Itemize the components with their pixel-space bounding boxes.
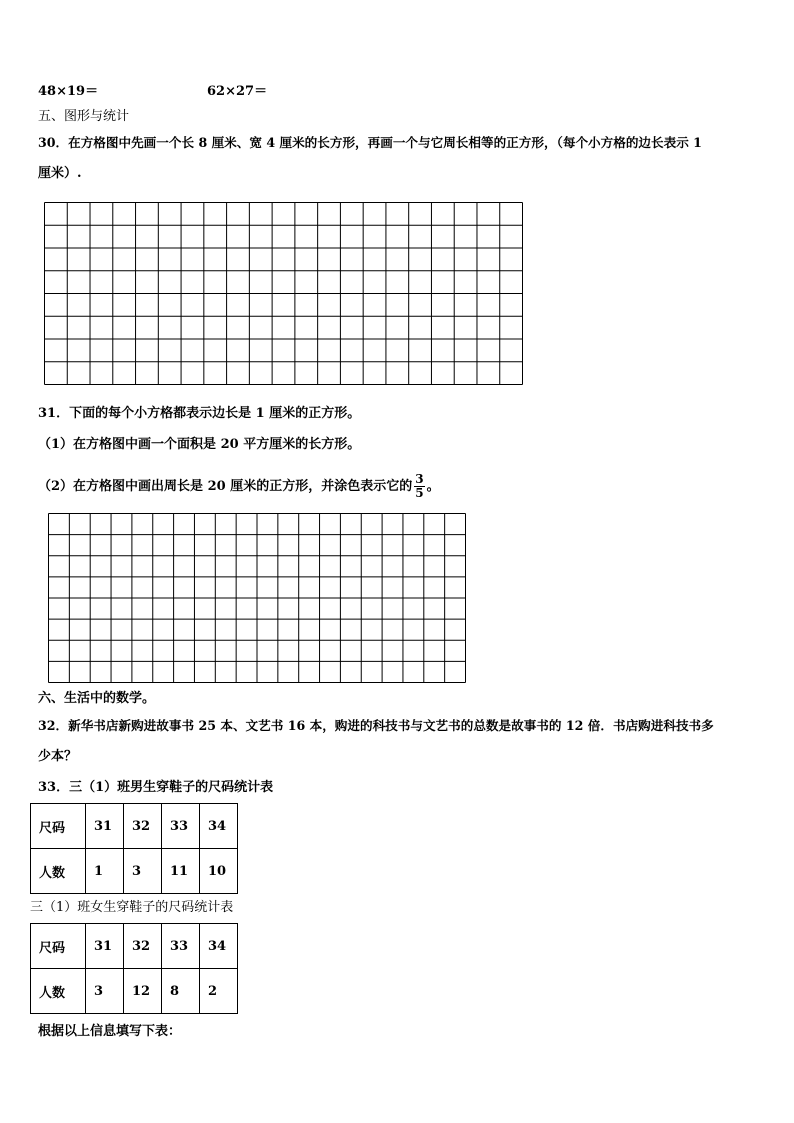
q32-text-line2: 少本？ [38, 749, 78, 764]
table-cell: 2 [200, 969, 238, 1014]
q33-girls-table-title: 三（1）班女生穿鞋子的尺码统计表 [30, 900, 234, 915]
girls-shoe-size-table [30, 923, 238, 1014]
fraction-three-fifths [414, 473, 424, 500]
table-cell: 3 [124, 849, 162, 894]
table-row [31, 924, 238, 969]
table-row [31, 969, 238, 1014]
table-cell: 尺码 [31, 924, 86, 969]
q31-square-grid[interactable] [48, 513, 466, 683]
section-5-title: 五、图形与统计 [38, 109, 130, 124]
table-cell: 10 [200, 849, 238, 894]
q30-text-line1: 30．在方格图中先画一个长 8 厘米、宽 4 厘米的长方形，再画一个与它周长相等的正方形，（每个小方格的边长表示 1 [38, 135, 702, 150]
calc-expression-1: 48×19＝ [38, 84, 99, 99]
table-cell: 3 [86, 969, 124, 1014]
table-cell: 34 [200, 804, 238, 849]
table-cell: 1 [86, 849, 124, 894]
q30-text-line2: 厘米）. [38, 166, 82, 181]
table-cell: 33 [162, 924, 200, 969]
table-cell: 人数 [31, 969, 86, 1014]
q30-square-grid[interactable] [44, 202, 523, 385]
q32-text-line1: 32．新华书店新购进故事书 25 本、文艺书 16 本，购进的科技书与文艺书的总数是故事书的 12 倍．书店购进科技书多 [38, 718, 714, 733]
q31-part2 [38, 473, 440, 500]
table-cell: 33 [162, 804, 200, 849]
q33-boys-table-title: 33．三（1）班男生穿鞋子的尺码统计表 [38, 780, 274, 795]
table-cell: 8 [162, 969, 200, 1014]
fraction-numerator: 3 [415, 472, 424, 486]
table-cell: 31 [86, 804, 124, 849]
section-6-title: 六、生活中的数学。 [38, 691, 156, 706]
table-cell: 32 [124, 924, 162, 969]
table-cell: 31 [86, 924, 124, 969]
calc-expression-2: 62×27＝ [207, 84, 268, 99]
boys-shoe-size-table [30, 803, 238, 894]
q33-footer: 根据以上信息填写下表： [38, 1024, 182, 1039]
q31-part2-suffix: 。 [426, 479, 440, 494]
q31-stem: 31．下面的每个小方格都表示边长是 1 厘米的正方形。 [38, 406, 361, 421]
table-cell: 34 [200, 924, 238, 969]
table-cell: 人数 [31, 849, 86, 894]
table-cell: 12 [124, 969, 162, 1014]
q31-part2-text: （2）在方格图中画出周长是 20 厘米的正方形，并涂色表示它的 [38, 479, 413, 494]
table-cell: 32 [124, 804, 162, 849]
table-cell: 尺码 [31, 804, 86, 849]
table-cell: 11 [162, 849, 200, 894]
table-row [31, 804, 238, 849]
table-row [31, 849, 238, 894]
fraction-denominator: 5 [415, 486, 424, 500]
q31-part1: （1）在方格图中画一个面积是 20 平方厘米的长方形。 [38, 437, 361, 452]
